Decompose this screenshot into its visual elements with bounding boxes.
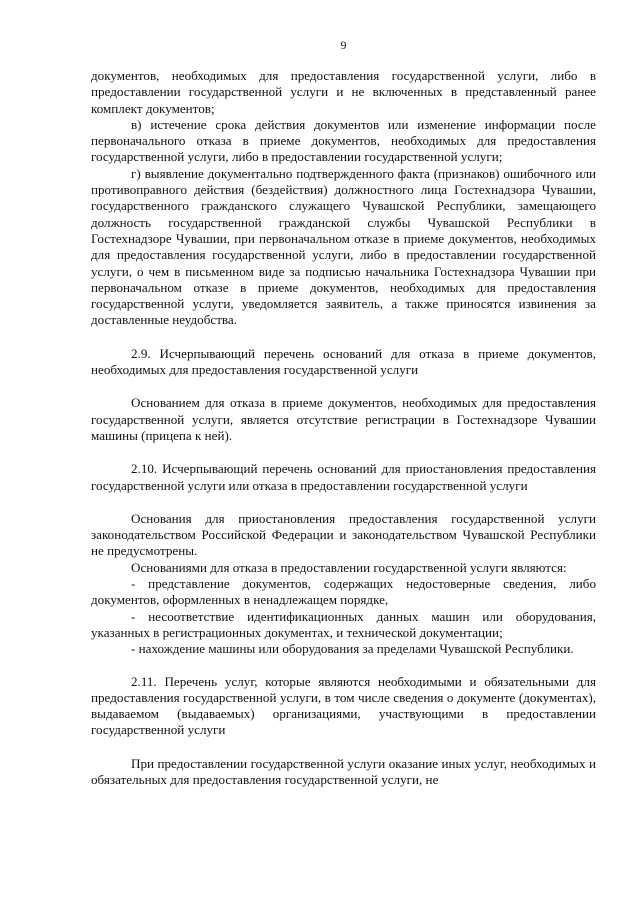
paragraph-2-10-refusal-intro: Основаниями для отказа в предоставлении государственной услуги являются: [131,559,567,575]
paragraph-2-9-body: Основанием для отказа в приеме документов, необходимых для предоставления государственной услуги, является отсутствие регистрации в Гостехнадзоре Чувашии машины (прицепа к ней). [91,395,596,443]
paragraph-item-v: в) истечение срока действия документов или изменение информации после первоначального отказа в приеме документов, необходимых для предоставления государственной услуги, либо в предоставлении государственной услуги; [91,116,596,165]
page-number: 9 [340,38,347,52]
paragraph-continuation: документов, необходимых для предоставления государственной услуги, либо в предоставлении государственной услуги и не включенных в представленный ранее комплект документов; [91,68,596,116]
list-item-refusal-2: - несоответствие идентификационных данных машин или оборудования, указанных в регистрационных документах, и технической документации; [91,608,596,640]
list-item-refusal-1: - представление документов, содержащих недостоверные сведения, либо документов, оформленных в ненадлежащем порядке, [91,576,596,608]
list-item-refusal-3: - нахождение машины или оборудования за пределами Чувашской Республики. [131,641,574,657]
section-heading-2-11: 2.11. Перечень услуг, которые являются необходимыми и обязательными для предоставления государственной услуги, в том числе сведения о документе (документах), выдаваемом (выдаваемых) организациями, участвующими в предоставлении государственной услуги [91,673,596,738]
section-heading-2-10: 2.10. Исчерпывающий перечень оснований для приостановления предоставления государственной услуги или отказа в предоставлении государственной услуги [91,461,596,493]
paragraph-2-10-suspension: Основания для приостановления предоставления государственной услуги законодательством Российской Федерации и законодательством Чувашской Республики не предусмотрены. [91,510,596,559]
paragraph-item-g: г) выявление документально подтвержденного факта (признаков) ошибочного или противоправного действия (бездействия) должностного лица Гостехнадзора Чувашии, государственного гражданского служащего Чувашской Республики, замещающего должность государственной гражданской службы Чувашской Республики в Гостехнадзоре Чувашии, при первоначальном отказе в приеме документов, необходимых для предоставления государственной услуги, либо в предоставлении государственной услуги, о чем в письменном виде за подписью начальника Гостехнадзора Чувашии при первоначальном отказе в приеме документов, необходимых для предоставления государственной услуги, уведомляется заявитель, а также приносятся извинения за доставленные неудобства. [91,165,596,328]
paragraph-2-11-body: При предоставлении государственной услуги оказание иных услуг, необходимых и обязательных для предоставления государственной услуги, не [91,755,596,787]
section-heading-2-9: 2.9. Исчерпывающий перечень оснований для отказа в приеме документов, необходимых для предоставления государственной услуги [91,345,596,378]
page-body [91,68,596,788]
